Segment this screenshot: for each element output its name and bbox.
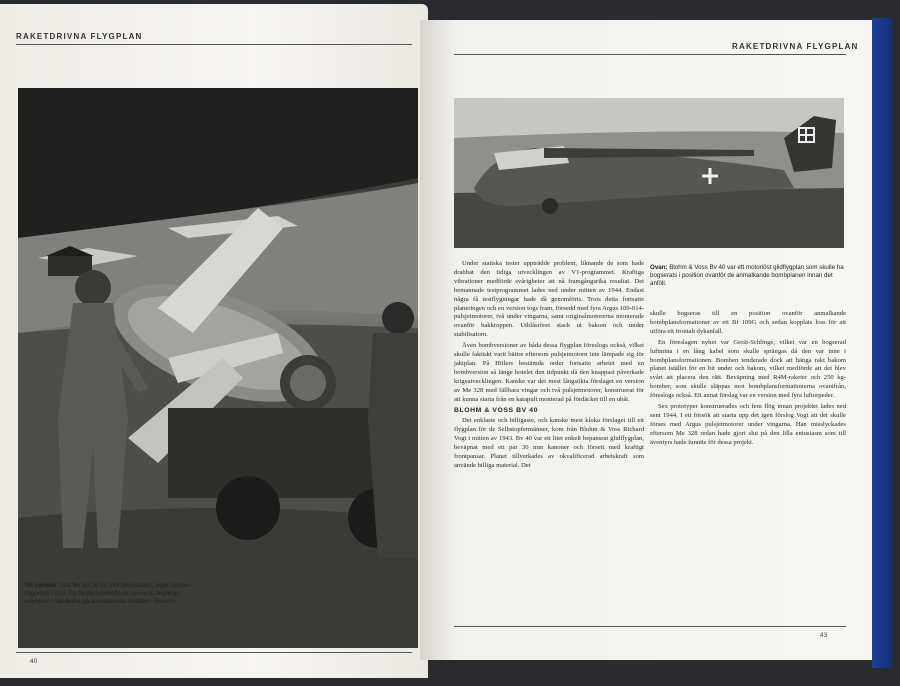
- right-caption-lead: Ovan:: [650, 264, 668, 271]
- right-photo-illustration: [454, 98, 844, 248]
- right-header-rule: [454, 54, 846, 55]
- left-running-header: RAKETDRIVNA FLYGPLAN: [16, 32, 143, 41]
- right-footer-rule: [454, 626, 846, 627]
- right-text-column-2: [650, 310, 846, 450]
- right-photo-bv40-glider: [454, 98, 844, 248]
- right-page-number: 43: [820, 632, 828, 639]
- left-header-rule: [16, 44, 412, 45]
- column2-paragraph-3: Sex prototyper konstruerades och fem flög innan projektet lades ned sent 1944. I ett försök att starta upp det igen förslog Vogt att det skulle förses med Argus pulsjetmotorer under vingarna. Han misslyckades eftersom Me 328 redan hade gjort slut på den lilla entusiasm som till äventyrs hade funnits för dessa projekt.: [650, 403, 846, 446]
- left-photo-illustration: [18, 88, 418, 648]
- section-subhead: BLOHM & VOSS BV 40: [454, 406, 539, 414]
- right-caption-text: Blohm & Voss Bv 40 var ett motorlöst glidflygplan som skulle ha bogserats i position ovanför de anmalkande bombplanen innan det anföll.: [650, 264, 844, 287]
- column1-paragraph-1: Under statiska tester uppträdde problem, liknande de som hade drabbat den tidiga utvecklingen av V1-programmet. Kraftiga vibrationer medförde svårigheter att nå framgångsrika resultat. Det bemannade testprogrammet lades ned under mitten av 1944. Endast några få testflygningar hade då genomförts. Trots detta fortsatte planeringen och en version togs fram, försedd med fyra Argus 109-014-pulsjetmotorer, två under vingarna, samt originalmotorerna monterade ovanför bakkroppen. Utblåsröret stack ut bakom och under stabilisatorn.: [454, 260, 644, 339]
- left-caption: [24, 582, 204, 606]
- left-page: [0, 4, 428, 678]
- column2-paragraph-1: skulle bogseras till en position ovanför anmalkande bombplansformationer av ett Bf 109G och sedan kopplats loss för att utföra ett frontalt dykanfall.: [650, 310, 846, 335]
- right-caption: [650, 264, 846, 288]
- column2-paragraph-2: En föreslagen nyhet var Gerät-Schlinge, vilket var en bogserad luftmina i en lång kabel som skulle sprängas då den var inne i bombplansformationen. Bomben tenderade dock att hänga rakt bakom planet istället för en bit under och bakom, vilket medförde att det blev svårt att placera den rätt. Beväpning med R4M-raketer och 250 kg-bomber, som skulle släppas mot bombplansformationerna ovanifrån, föreslogs också. Ett annat förslag var en version med fyra luftorpeder.: [650, 338, 846, 400]
- book-cover-edge: [872, 18, 892, 668]
- left-caption-text: Inte fler än 36 Bs 349 tillverkades, inget sändes någonsin i strid. De flesta hamnade ikt dessa fs ängänga exempler i händerna på amerikanska soldater i Bayern.: [24, 582, 191, 605]
- left-photo-bachem-natter: [18, 88, 418, 648]
- left-footer-rule: [16, 652, 412, 653]
- right-text-column-1: [454, 260, 644, 473]
- right-running-header: RAKETDRIVNA FLYGPLAN: [732, 42, 859, 51]
- right-page: [420, 20, 886, 660]
- column1-paragraph-2: Även bombversioner av båda dessa flygplan föreslogs också, vilket skulle faktiskt varit bättre eftersom pulsjetmotorn inte lämpade sig för jaktplan. På Hitlers bestämda order fortsatte arbetet med en bombversion så länge hotelet den tidpunkt då den knappast påverkade krigsutvecklingen. Kanske var det mest långsökta förslaget en version av Me 328 med fällbara vingar och två pulsjetmotorer, konstruerat för att kunna starta från en katapult monterad på fördäcket till en ubåt.: [454, 342, 644, 403]
- column1-paragraph-3: Det enklaste och billigaste, och kanske mest kloka förslaget till ett flygplan för de Selbstopfermänner, kom från Blohm & Voss Richard Vogt i mitten av 1943. Bv 40 var ett litet enkelt bepansrat glidflygplan, beväpnat med ett par 30 mm kanoner och försett med kraftigt frontpansar. Planet tillverkades av okvalificerad arbetskraft som använde billiga material. Det: [454, 417, 644, 469]
- left-caption-lead: Till vänster:: [24, 582, 59, 589]
- left-page-number: 40: [30, 658, 38, 665]
